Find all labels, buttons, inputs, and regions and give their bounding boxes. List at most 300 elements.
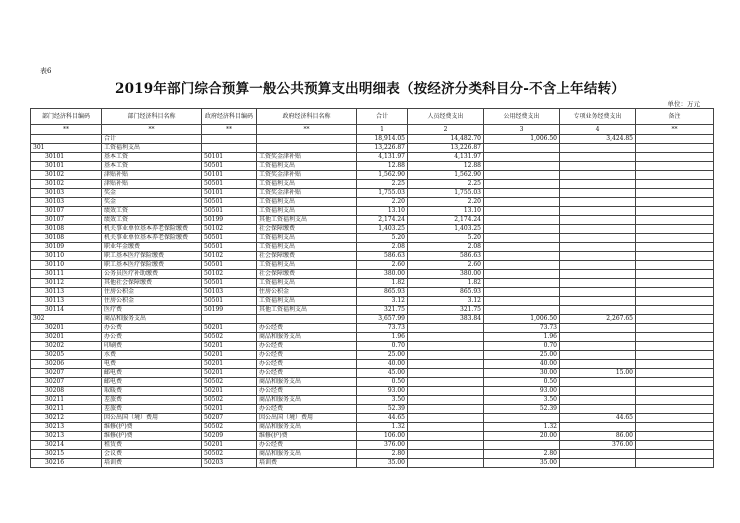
table-cell: 12.88 [408, 162, 484, 171]
table-cell [484, 189, 560, 198]
table-cell [202, 144, 257, 153]
table-cell [636, 180, 714, 189]
table-cell: 0.70 [484, 342, 560, 351]
table-cell: 工资奖金津补贴 [257, 153, 357, 162]
table-cell: 376.00 [357, 441, 408, 450]
table-cell [202, 315, 257, 324]
table-cell: 50201 [202, 342, 257, 351]
table-cell: 30212 [31, 414, 102, 423]
table-cell [636, 459, 714, 468]
table-cell: 13.10 [408, 207, 484, 216]
table-cell [560, 216, 636, 225]
table-cell: 30103 [31, 198, 102, 207]
table-cell: 3.50 [484, 396, 560, 405]
table-cell: 办公经费 [257, 351, 357, 360]
table-cell: 52.39 [357, 405, 408, 414]
table-cell: 50201 [202, 360, 257, 369]
table-cell: 3.50 [357, 396, 408, 405]
table-cell: 商品和服务支出 [257, 378, 357, 387]
table-cell: 基本工资 [102, 162, 202, 171]
table-cell: 2.20 [408, 198, 484, 207]
table-cell: 2.25 [408, 180, 484, 189]
table-cell [636, 441, 714, 450]
table-cell: 301 [31, 144, 102, 153]
table-cell [484, 279, 560, 288]
table-cell [408, 441, 484, 450]
table-cell [408, 432, 484, 441]
table-cell: 35.00 [357, 459, 408, 468]
table-cell [560, 288, 636, 297]
column-header: 合计 [357, 109, 408, 125]
table-cell: 30213 [31, 423, 102, 432]
table-cell: 30110 [31, 261, 102, 270]
table-cell: 因公出国（境）费用 [257, 414, 357, 423]
table-cell: 73.73 [484, 324, 560, 333]
table-cell: 2.80 [357, 450, 408, 459]
table-cell: 50102 [202, 252, 257, 261]
header-row [31, 109, 714, 125]
table-body [31, 125, 714, 468]
table-row [31, 153, 714, 162]
table-cell: 50102 [202, 225, 257, 234]
table-cell: 44.65 [357, 414, 408, 423]
table-row [31, 207, 714, 216]
table-cell: 1.96 [484, 333, 560, 342]
table-cell: 住房公积金 [257, 288, 357, 297]
table-row [31, 423, 714, 432]
table-cell: 30113 [31, 288, 102, 297]
table-cell: 20.00 [484, 432, 560, 441]
column-code: 2 [408, 125, 484, 135]
table-cell: 0.50 [484, 378, 560, 387]
table-cell: 机关事业单位基本养老保险缴费 [102, 225, 202, 234]
table-cell: 50501 [202, 297, 257, 306]
table-cell: 会议费 [102, 450, 202, 459]
table-cell [636, 171, 714, 180]
table-cell [636, 189, 714, 198]
table-cell: 1,006.50 [484, 315, 560, 324]
table-cell [560, 450, 636, 459]
table-cell: 18,914.05 [357, 135, 408, 144]
table-cell [560, 198, 636, 207]
table-cell: 2.08 [357, 243, 408, 252]
table-cell: 50201 [202, 387, 257, 396]
table-cell: 50209 [202, 432, 257, 441]
table-cell: 1,403.25 [408, 225, 484, 234]
table-cell [560, 396, 636, 405]
table-row [31, 306, 714, 315]
table-cell: 1.82 [357, 279, 408, 288]
column-header: 专项业务经费支出 [560, 109, 636, 125]
table-cell: 职业年金缴费 [102, 243, 202, 252]
table-cell: 2,267.65 [560, 315, 636, 324]
table-cell: 办公经费 [257, 324, 357, 333]
table-row [31, 252, 714, 261]
table-cell: 工资福利支出 [257, 234, 357, 243]
table-cell: 2.20 [357, 198, 408, 207]
table-cell: 14,482.70 [408, 135, 484, 144]
table-cell [560, 189, 636, 198]
document-title: 2019年部门综合预算一般公共预算支出明细表（按经济分类科目分-不含上年结转） [115, 81, 625, 97]
table-cell [560, 180, 636, 189]
column-header: 人员经费支出 [408, 109, 484, 125]
table-cell: 办公经费 [257, 369, 357, 378]
table-cell: 50501 [202, 279, 257, 288]
table-cell: 586.63 [408, 252, 484, 261]
table-cell: 50201 [202, 324, 257, 333]
table-cell [484, 297, 560, 306]
table-cell: 50102 [202, 270, 257, 279]
table-row [31, 279, 714, 288]
table-cell: 工资福利支出 [257, 162, 357, 171]
table-cell [408, 450, 484, 459]
table-cell: 30208 [31, 387, 102, 396]
table-cell [484, 171, 560, 180]
table-cell: 30211 [31, 396, 102, 405]
table-cell: 30112 [31, 279, 102, 288]
table-cell: 工资福利支出 [257, 297, 357, 306]
table-cell [484, 414, 560, 423]
table-row [31, 216, 714, 225]
table-cell: 基本工资 [102, 153, 202, 162]
table-cell: 工资福利支出 [257, 279, 357, 288]
column-code: ** [636, 125, 714, 135]
table-cell [484, 306, 560, 315]
table-cell: 2.25 [357, 180, 408, 189]
table-cell: 职工基本医疗保险缴费 [102, 261, 202, 270]
table-cell [408, 414, 484, 423]
table-cell [560, 387, 636, 396]
table-cell: 工资奖金津补贴 [257, 171, 357, 180]
table-cell: 社会保障缴费 [257, 270, 357, 279]
table-cell [484, 243, 560, 252]
table-cell [408, 459, 484, 468]
table-cell: 邮电费 [102, 369, 202, 378]
table-cell [484, 198, 560, 207]
table-row [31, 387, 714, 396]
table-cell: 383.84 [408, 315, 484, 324]
table-cell [636, 198, 714, 207]
table-cell [636, 387, 714, 396]
table-cell: 商品和服务支出 [257, 396, 357, 405]
table-cell: 50502 [202, 333, 257, 342]
table-cell: 邮电费 [102, 378, 202, 387]
table-cell: 50501 [202, 234, 257, 243]
table-cell [636, 252, 714, 261]
table-cell: 30202 [31, 342, 102, 351]
table-cell: 30108 [31, 234, 102, 243]
table-cell [636, 342, 714, 351]
table-cell [636, 162, 714, 171]
table-row [31, 441, 714, 450]
column-code: 1 [357, 125, 408, 135]
table-cell: 维修(护)费 [257, 432, 357, 441]
table-cell [636, 270, 714, 279]
table-cell [636, 207, 714, 216]
table-cell: 50199 [202, 216, 257, 225]
table-row [31, 288, 714, 297]
table-cell: 380.00 [408, 270, 484, 279]
table-cell [636, 297, 714, 306]
table-cell: 维修(护)费 [102, 423, 202, 432]
table-cell: 25.00 [484, 351, 560, 360]
table-cell [484, 207, 560, 216]
table-cell: 50502 [202, 378, 257, 387]
table-cell: 工资福利支出 [257, 261, 357, 270]
column-code: ** [202, 125, 257, 135]
table-cell: 15.00 [560, 369, 636, 378]
table-cell: 因公出国（境）费用 [102, 414, 202, 423]
table-cell: 12.88 [357, 162, 408, 171]
table-cell: 30206 [31, 360, 102, 369]
table-cell [560, 297, 636, 306]
table-cell [636, 279, 714, 288]
table-row [31, 297, 714, 306]
table-row [31, 414, 714, 423]
table-cell: 40.00 [484, 360, 560, 369]
table-cell [636, 369, 714, 378]
table-cell: 30205 [31, 351, 102, 360]
table-cell: 50501 [202, 198, 257, 207]
table-cell: 5.20 [408, 234, 484, 243]
table-cell: 50501 [202, 180, 257, 189]
table-cell: 津贴补贴 [102, 171, 202, 180]
table-cell: 30102 [31, 171, 102, 180]
table-cell: 30101 [31, 162, 102, 171]
table-cell: 30102 [31, 180, 102, 189]
table-cell: 住房公积金 [102, 297, 202, 306]
table-cell: 办公经费 [257, 441, 357, 450]
table-cell: 25.00 [357, 351, 408, 360]
table-cell: 取暖费 [102, 387, 202, 396]
table-cell [560, 360, 636, 369]
table-cell [636, 450, 714, 459]
table-cell: 2,174.24 [408, 216, 484, 225]
form-number: 表6 [40, 67, 52, 75]
table-cell [636, 261, 714, 270]
table-cell: 工资福利支出 [102, 144, 202, 153]
table-row [31, 405, 714, 414]
table-cell: 106.00 [357, 432, 408, 441]
table-cell [484, 234, 560, 243]
table-cell: 50502 [202, 450, 257, 459]
table-cell: 50207 [202, 414, 257, 423]
table-cell [408, 360, 484, 369]
table-cell: 13,226.87 [357, 144, 408, 153]
table-cell [560, 270, 636, 279]
table-cell: 公务员医疗补助缴费 [102, 270, 202, 279]
table-cell: 30201 [31, 324, 102, 333]
table-cell [484, 288, 560, 297]
table-row [31, 261, 714, 270]
column-code: ** [257, 125, 357, 135]
table-cell [408, 369, 484, 378]
table-cell [257, 144, 357, 153]
table-cell [636, 405, 714, 414]
table-cell: 50101 [202, 153, 257, 162]
table-cell: 50101 [202, 189, 257, 198]
table-cell [484, 261, 560, 270]
table-cell: 30215 [31, 450, 102, 459]
table-cell: 1,562.90 [357, 171, 408, 180]
unit-label: 单位：万元 [667, 100, 700, 108]
table-cell: 50501 [202, 207, 257, 216]
table-cell: 1.32 [484, 423, 560, 432]
table-cell [636, 306, 714, 315]
table-cell: 4,131.97 [357, 153, 408, 162]
table-cell [560, 171, 636, 180]
table-cell [484, 153, 560, 162]
table-cell: 52.39 [484, 405, 560, 414]
table-cell: 办公经费 [257, 342, 357, 351]
table-row [31, 324, 714, 333]
table-cell [202, 135, 257, 144]
table-cell: 1,562.90 [408, 171, 484, 180]
table-cell: 其他社会保障缴费 [102, 279, 202, 288]
table-cell: 社会保障缴费 [257, 225, 357, 234]
table-cell [560, 225, 636, 234]
table-cell [257, 315, 357, 324]
table-cell: 30216 [31, 459, 102, 468]
table-cell: 3.12 [357, 297, 408, 306]
table-cell: 电费 [102, 360, 202, 369]
table-cell: 机关事业单位基本养老保险缴费 [102, 234, 202, 243]
table-cell: 30114 [31, 306, 102, 315]
table-cell: 13.10 [357, 207, 408, 216]
table-cell [560, 252, 636, 261]
table-cell [484, 216, 560, 225]
table-cell: 3,657.99 [357, 315, 408, 324]
table-cell: 4,131.97 [408, 153, 484, 162]
table-cell [636, 414, 714, 423]
table-cell: 2.60 [408, 261, 484, 270]
table-cell [408, 342, 484, 351]
table-cell: 住房公积金 [102, 288, 202, 297]
table-cell: 50501 [202, 243, 257, 252]
table-cell: 376.00 [560, 441, 636, 450]
table-cell: 2.60 [357, 261, 408, 270]
table-cell: 93.00 [484, 387, 560, 396]
table-cell [560, 342, 636, 351]
table-cell [636, 243, 714, 252]
table-cell: 培训费 [257, 459, 357, 468]
table-cell: 865.93 [408, 288, 484, 297]
table-cell: 办公经费 [257, 405, 357, 414]
table-row [31, 225, 714, 234]
table-cell: 50199 [202, 306, 257, 315]
table-cell: 30211 [31, 405, 102, 414]
table-cell [408, 378, 484, 387]
table-cell [560, 234, 636, 243]
column-header: 政府经济科目名称 [257, 109, 357, 125]
table-cell: 50103 [202, 288, 257, 297]
table-cell [560, 306, 636, 315]
table-cell [636, 234, 714, 243]
table-cell: 586.63 [357, 252, 408, 261]
table-cell: 302 [31, 315, 102, 324]
table-row [31, 162, 714, 171]
table-cell: 办公经费 [257, 387, 357, 396]
table-cell [408, 351, 484, 360]
table-cell: 1,755.03 [408, 189, 484, 198]
table-cell [636, 225, 714, 234]
table-row [31, 243, 714, 252]
column-code: ** [102, 125, 202, 135]
table-cell: 差旅费 [102, 405, 202, 414]
table-cell [560, 207, 636, 216]
column-header: 部门经济科目名称 [102, 109, 202, 125]
table-cell [257, 135, 357, 144]
table-cell [484, 144, 560, 153]
table-cell: 维修(护)费 [102, 432, 202, 441]
table-cell [484, 252, 560, 261]
table-cell [560, 153, 636, 162]
table-cell: 30213 [31, 432, 102, 441]
table-cell [484, 180, 560, 189]
table-row [31, 315, 714, 324]
table-cell: 86.00 [560, 432, 636, 441]
table-cell: 50502 [202, 423, 257, 432]
table-cell: 30214 [31, 441, 102, 450]
table-cell [408, 396, 484, 405]
table-cell [560, 279, 636, 288]
table-cell: 商品和服务支出 [257, 450, 357, 459]
table-cell: 30.00 [484, 369, 560, 378]
table-cell: 3.12 [408, 297, 484, 306]
table-cell [636, 360, 714, 369]
table-cell: 1,755.03 [357, 189, 408, 198]
table-row [31, 378, 714, 387]
table-cell: 奖金 [102, 198, 202, 207]
table-cell: 50203 [202, 459, 257, 468]
table-cell [560, 261, 636, 270]
table-cell [484, 270, 560, 279]
table-cell [636, 351, 714, 360]
table-cell: 工资福利支出 [257, 198, 357, 207]
table-cell: 93.00 [357, 387, 408, 396]
table-cell [484, 441, 560, 450]
table-cell: 社会保障缴费 [257, 252, 357, 261]
table-row [31, 234, 714, 243]
table-cell: 1,006.50 [484, 135, 560, 144]
table-row [31, 189, 714, 198]
table-row [31, 180, 714, 189]
table-cell: 商品和服务支出 [102, 315, 202, 324]
column-code-row [31, 125, 714, 135]
table-cell: 13,226.87 [408, 144, 484, 153]
table-cell: 1,403.25 [357, 225, 408, 234]
table-cell: 其他工资福利支出 [257, 306, 357, 315]
table-row [31, 171, 714, 180]
table-cell: 奖金 [102, 189, 202, 198]
table-cell: 30107 [31, 207, 102, 216]
table-cell: 商品和服务支出 [257, 423, 357, 432]
table-cell: 1.32 [357, 423, 408, 432]
table-cell [408, 333, 484, 342]
column-header: 政府经济科目编码 [202, 109, 257, 125]
table-cell: 0.50 [357, 378, 408, 387]
table-cell: 30107 [31, 216, 102, 225]
table-cell: 办公经费 [257, 360, 357, 369]
table-cell: 44.65 [560, 414, 636, 423]
table-cell [484, 225, 560, 234]
table-row [31, 396, 714, 405]
table-cell [484, 162, 560, 171]
table-cell [636, 315, 714, 324]
table-cell [636, 396, 714, 405]
table-row [31, 360, 714, 369]
table-cell: 30109 [31, 243, 102, 252]
